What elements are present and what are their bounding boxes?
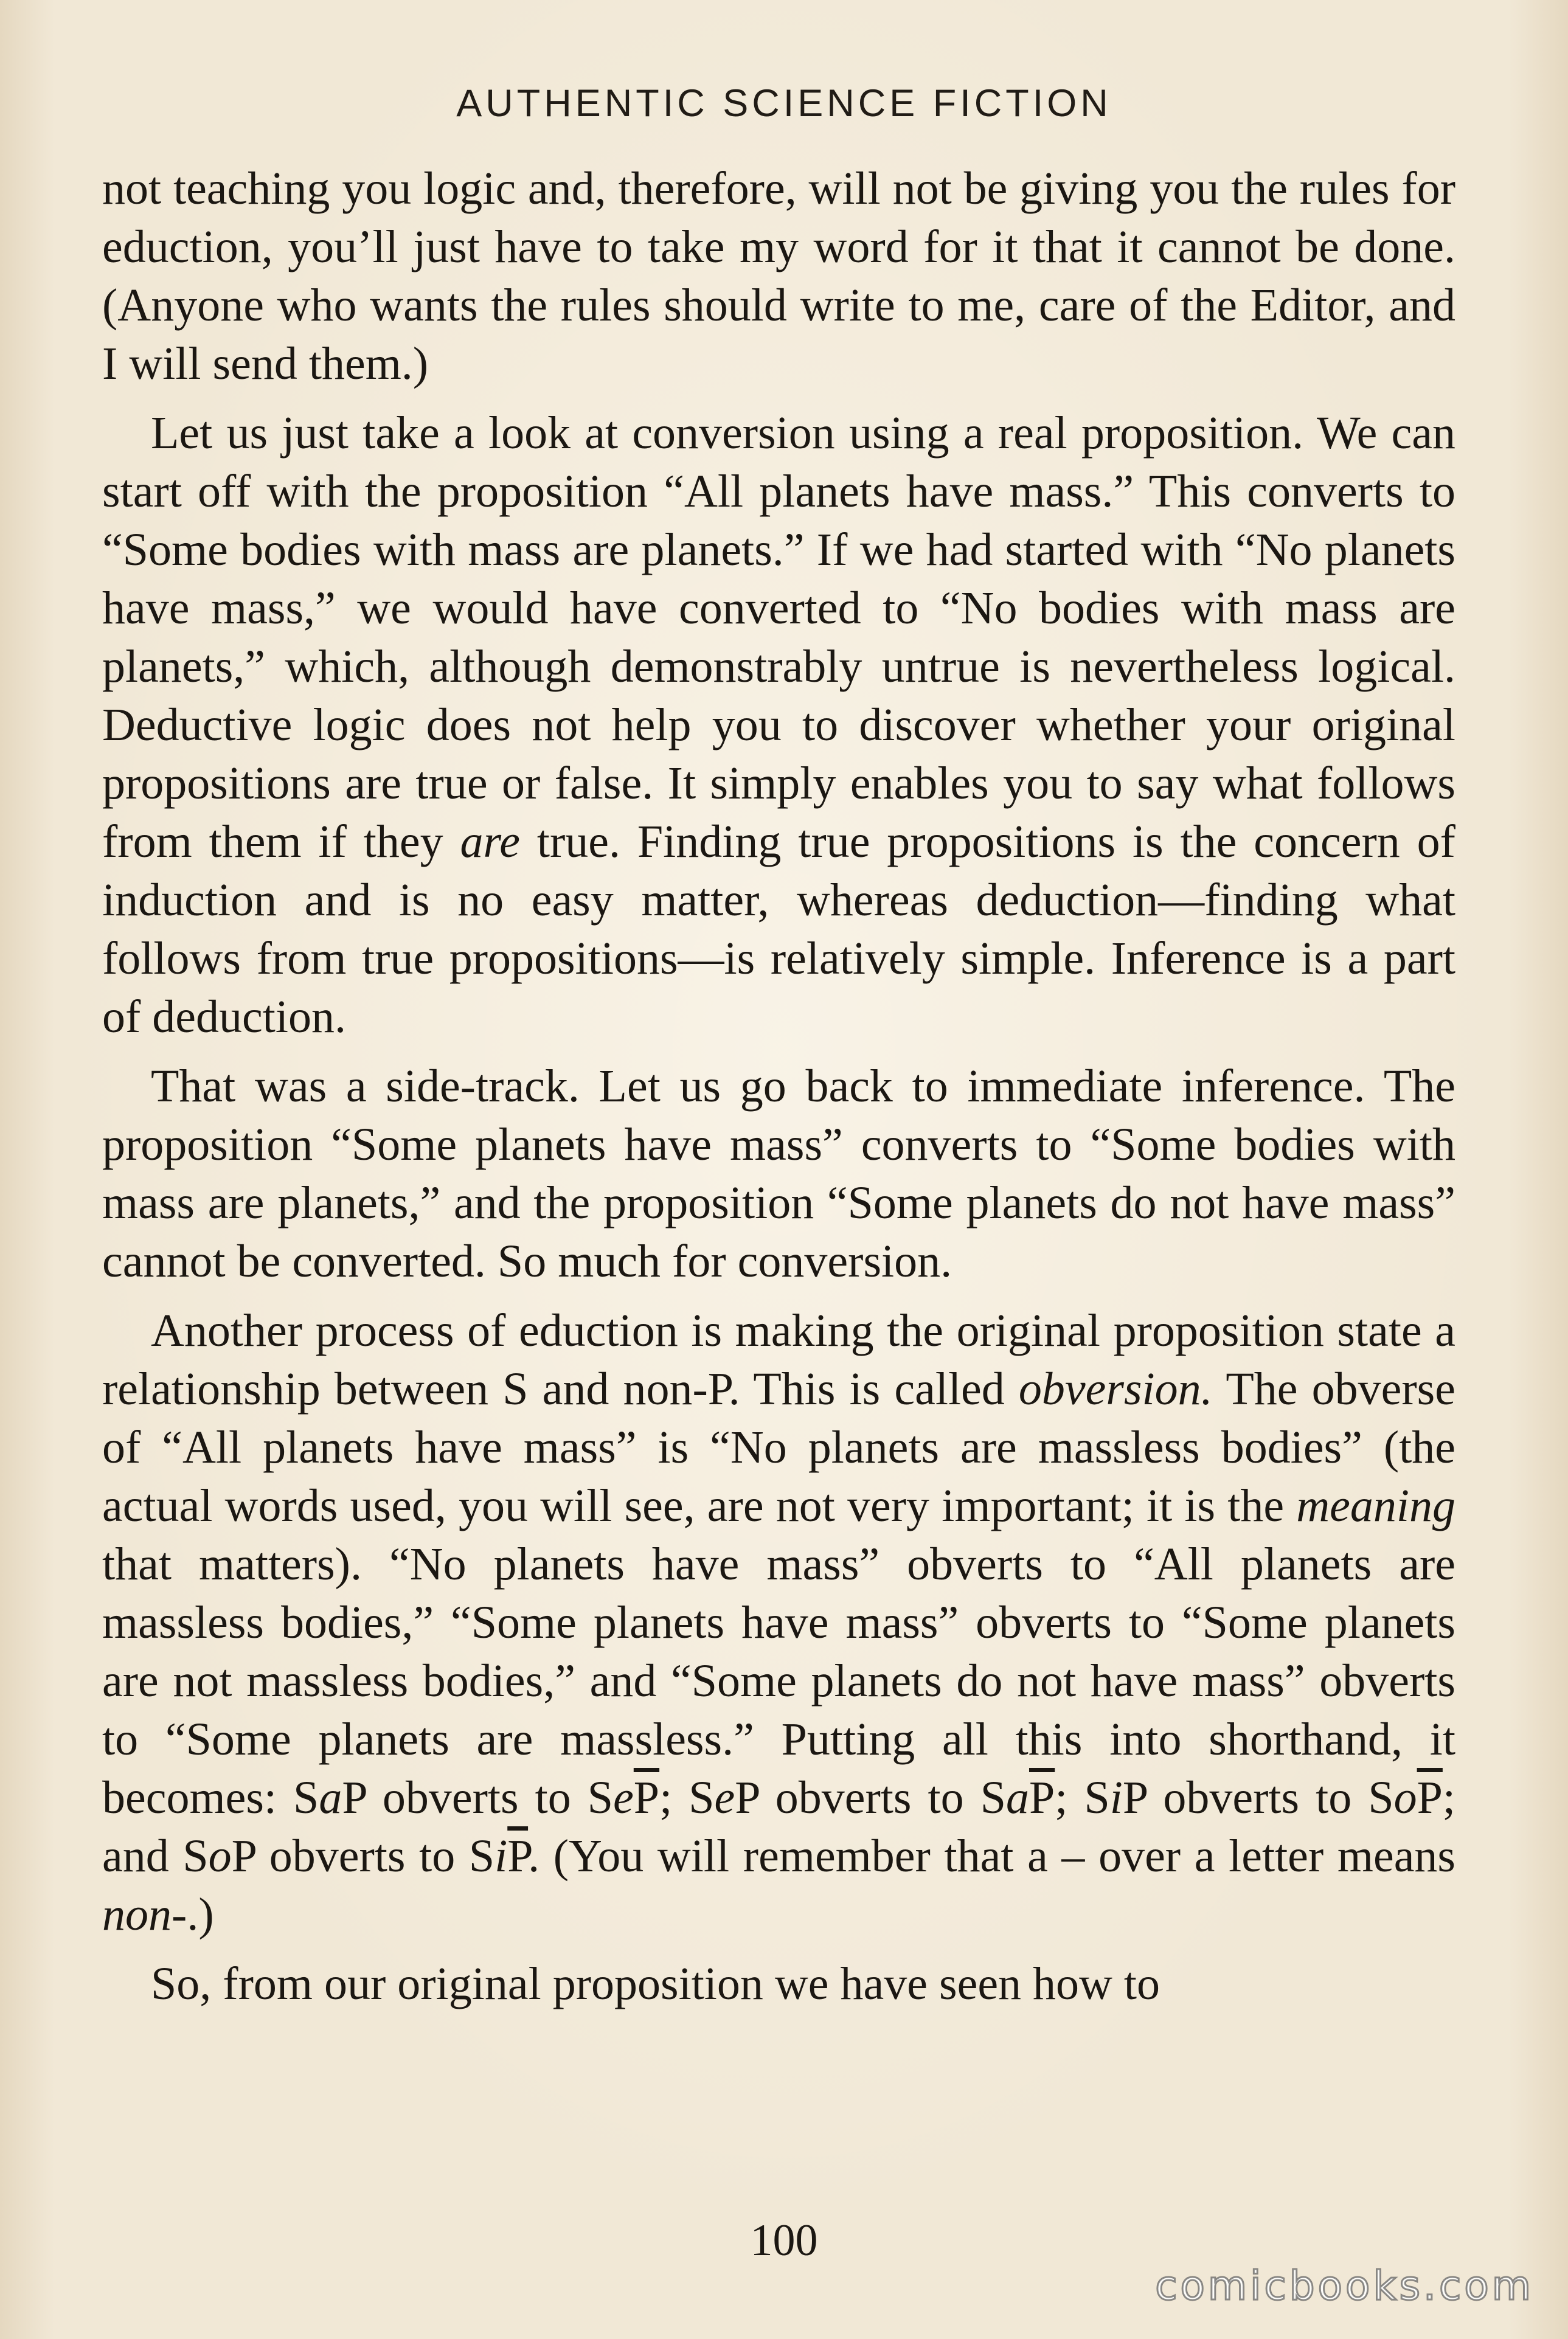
copula-e: e [714,1772,735,1823]
paragraph-3: That was a side-track. Let us go back to immediate inference. The proposition “Some planets have mass” converts to “Some bodies with mass are planets,” and the proposition “Some planets do not have mass” cannot be converted. So much for conversion. [102,1061,1455,1287]
paragraph-4-text: . (You will remember that a – over a letter means [528,1831,1456,1882]
copula-o: o [208,1831,232,1882]
paragraph-4-text: that matters). “No planets have mass” obverts to “All planets are massless bodies,” “Some planets have mass” obverts to “Some planets are not massless bodies,” and “Some planets do not have mass” obverts to “Some planets are massless.” Putting all this into shorthand, it becomes: S [102,1539,1455,1823]
paragraph-4 [102,1301,1455,1944]
paragraph-4-text-end: .) [187,1889,214,1940]
paragraph-4-text: ; [1055,1772,1068,1823]
paragraph-5: So, from our original proposition we have seen how to [151,1958,1160,2009]
paragraph-2-text-end: true. Finding true propositions is the concern of induction and is no easy matter, whereas deduction—finding what follows from true propositions—is relatively simple. Inference is a part of deduction. [102,816,1455,1042]
copula-o: o [1393,1772,1417,1823]
emphasis-non: non- [102,1889,187,1940]
non-p-term: $\overline{P}$ [1029,1772,1055,1823]
copula-i: i [1109,1772,1123,1823]
term-obversion: obversion. [1018,1364,1213,1415]
paragraph-2-text: Let us just take a look at conversion using a real proposition. We can start off with the proposition “All planets have mass.” This converts to “Some bodies with mass are planets.” If we had started with “No planets have mass,” we would have converted to “No bodies with mass are planets,” which, although demonstrably untrue is nevertheless logical. Deductive logic does not help you to discover whether your original propositions are true or false. It simply enables you to say what follows from them if they [102,407,1455,867]
paragraph-4-text: P obverts to S [1122,1772,1394,1823]
copula-a: a [319,1772,342,1823]
paragraph-4-text: ; S [659,1772,715,1823]
emphasis-meaning: meaning [1296,1480,1455,1531]
paragraph-4-text: S [1084,1772,1110,1823]
copula-i: i [494,1831,508,1882]
emphasis-are: are [460,816,520,867]
paragraph-4-text: P obverts to S [735,1772,1006,1823]
running-head: AUTHENTIC SCIENCE FICTION [456,82,1112,125]
paragraph-4-text: P obverts to S [231,1831,495,1882]
paragraph-4-text: Another process of eduction is making the original proposition state a relationship between S and non-P. This is called [102,1305,1455,1415]
non-p-term: $\overline{P}$ [507,1831,529,1882]
copula-a: a [1006,1772,1029,1823]
paragraph-4-text: The obverse of “All planets have mass” is “No planets are massless bodies” (the actual words used, you will see, are not very important; it is the [102,1364,1455,1531]
copula-e: e [613,1772,634,1823]
non-p-term: $\overline{P}$ [1417,1772,1443,1823]
paragraph-4-text: ; and S [102,1772,1456,1882]
watermark-logo: comicbooks.com [1155,2262,1534,2309]
paragraph-2 [102,404,1455,1046]
paragraph-1: not teaching you logic and, therefore, will not be giving you the rules for eduction, you’ll just have to take my word for it that it cannot be done. (Anyone who wants the rules should write to me, care of the Editor, and I will send them.) [102,163,1455,389]
paragraph-4-text: P obverts to S [342,1772,614,1823]
body-text [102,159,1455,2013]
page-number: 100 [750,2216,818,2265]
non-p-term: $\overline{P}$ [633,1772,660,1823]
